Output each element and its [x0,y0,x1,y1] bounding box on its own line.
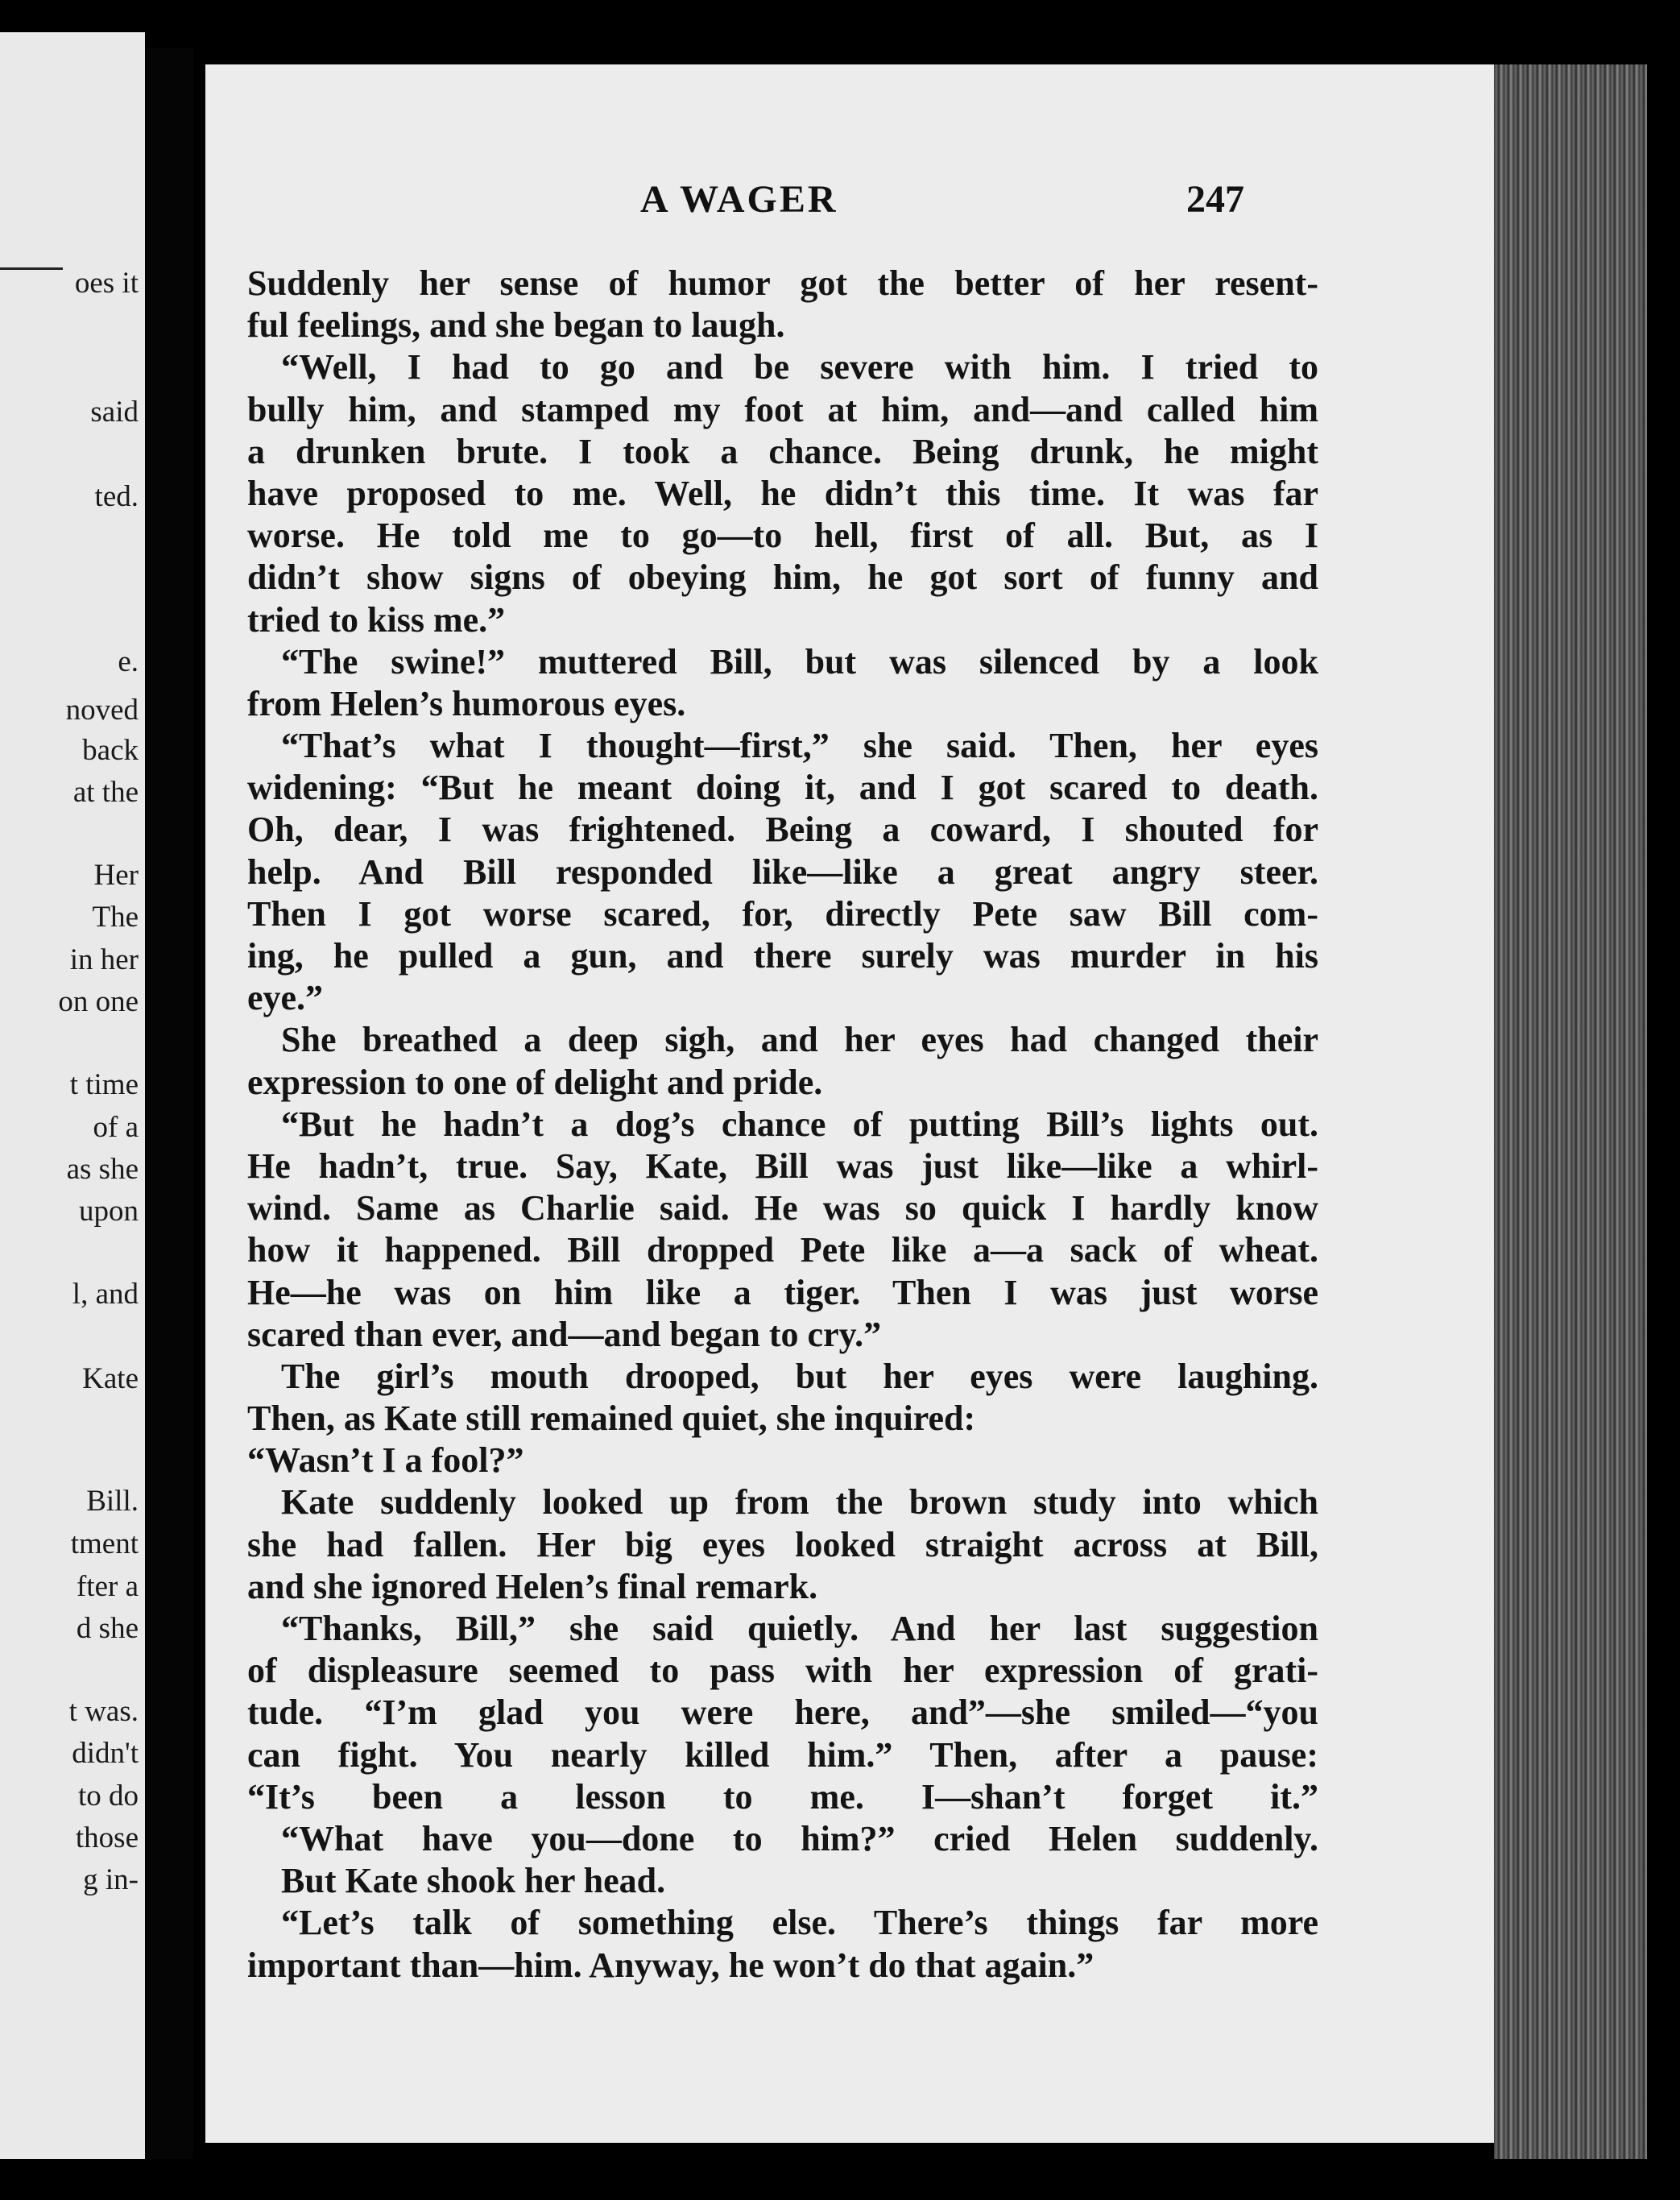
left-page-fragment: Kate [82,1362,139,1395]
text-line: Then I got worse scared, for, directly Pete saw Bill com- [247,893,1318,934]
text-line: “The swine!” muttered Bill, but was silenced by a look [281,641,1318,682]
text-line: “Well, I had to go and be severe with him. I tried to [281,347,1318,387]
text-line: “It’s been a lesson to me. I—shan’t forget it.” [247,1776,1318,1817]
text-line: ing, he pulled a gun, and there surely was murder in his [247,936,1318,976]
text-line: Suddenly her sense of humor got the better of her resent- [247,263,1318,303]
text-line: “That’s what I thought—first,” she said. Then, her eyes [281,726,1318,766]
left-page-rule [0,267,63,270]
text-line: expression to one of delight and pride. [247,1062,823,1102]
left-page-fragment: The [92,901,139,934]
text-line: He—he was on him like a tiger. Then I was just worse [247,1272,1318,1312]
text-line: can fight. You nearly killed him.” Then, after a pause: [247,1734,1318,1775]
page-number: 247 [1186,178,1244,221]
text-line: Oh, dear, I was frightened. Being a coward, I shouted for [247,810,1318,850]
left-facing-page [0,32,145,2159]
left-page-fragment: t time [69,1068,139,1101]
left-page-fragment: d she [76,1612,139,1645]
text-line: widening: “But he meant doing it, and I got scared to death. [247,768,1318,808]
text-line: and she ignored Helen’s final remark. [247,1566,818,1606]
text-line: a drunken brute. I took a chance. Being drunk, he might [247,431,1318,471]
text-line: Then, as Kate still remained quiet, she inquired: [247,1398,976,1439]
text-line: “Thanks, Bill,” she said quietly. And her last suggestion [281,1609,1318,1648]
text-line: Kate suddenly looked up from the brown study into which [281,1482,1318,1523]
left-page-fragment: noved [65,694,139,727]
page-header [205,177,1494,242]
left-page-fragment: on one [58,985,139,1018]
left-page-fragment: those [75,1821,139,1854]
left-page-fragment: as she [66,1153,139,1186]
left-page-fragment: at the [72,776,139,809]
text-line: eye.” [247,978,324,1018]
text-line: important than—him. Anyway, he won’t do that again.” [247,1945,1094,1985]
scan-border [1647,48,1680,2175]
text-line: worse. He told me to go—to hell, first of all. But, as I [247,516,1318,556]
text-line: “But he hadn’t a dog’s chance of putting Bill’s lights out. [281,1104,1318,1144]
left-page-fragment: tment [70,1527,139,1560]
text-line: “What have you—done to him?” cried Helen suddenly. [281,1818,1318,1858]
text-line: have proposed to me. Well, he didn’t this time. It was far [247,473,1318,513]
left-page-fragment: back [82,734,139,767]
book-gutter [145,48,193,2159]
text-line: She breathed a deep sigh, and her eyes had changed their [281,1020,1318,1060]
left-page-fragment: oes it [74,267,139,300]
text-line: ful feelings, and she began to laugh. [247,305,785,346]
left-page-fragment: of a [93,1111,139,1144]
text-line: wind. Same as Charlie said. He was so quick I hardly know [247,1188,1318,1228]
left-page-fragment: l, and [72,1278,139,1311]
left-page-fragment: e. [118,645,139,678]
running-head: A WAGER [640,178,838,221]
text-line: didn’t show signs of obeying him, he got sort of funny and [247,557,1318,598]
text-line: “Wasn’t I a fool?” [247,1440,524,1481]
text-line: scared than ever, and—and began to cry.” [247,1314,882,1354]
text-line: of displeasure seemed to pass with her expression of grati- [247,1651,1318,1691]
left-page-fragment: to do [77,1779,139,1813]
left-page-fragment: g in- [83,1863,139,1896]
left-page-fragment: in her [69,943,139,976]
text-line: He hadn’t, true. Say, Kate, Bill was just like—like a whirl- [247,1146,1318,1186]
left-page-fragment: ted. [94,480,139,513]
left-page-fragment: didn't [72,1737,139,1770]
left-page-fragment: Her [93,859,139,892]
text-line: she had fallen. Her big eyes looked straight across at Bill, [247,1524,1318,1564]
text-line: tude. “I’m glad you were here, and”—she smiled—“you [247,1692,1318,1733]
left-page-fragment: fter a [76,1570,139,1603]
text-line: “Let’s talk of something else. There’s things far more [281,1903,1318,1943]
text-line: But Kate shook her head. [281,1861,666,1901]
page-fore-edge [1494,64,1647,2159]
text-line: help. And Bill responded like—like a great angry steer. [247,851,1318,892]
text-line: how it happened. Bill dropped Pete like a—a sack of wheat. [247,1230,1318,1270]
left-page-fragment: said [90,396,139,429]
body-text [247,263,1318,1987]
text-line: bully him, and stamped my foot at him, and—and called him [247,389,1318,429]
left-page-fragment: t was. [68,1695,139,1728]
text-line: from Helen’s humorous eyes. [247,683,686,723]
book-page [205,64,1494,2143]
left-page-fragment: upon [79,1195,139,1228]
text-line: The girl’s mouth drooped, but her eyes were laughing. [281,1356,1318,1396]
text-line: tried to kiss me.” [247,599,506,640]
left-page-fragment: Bill. [86,1485,139,1518]
